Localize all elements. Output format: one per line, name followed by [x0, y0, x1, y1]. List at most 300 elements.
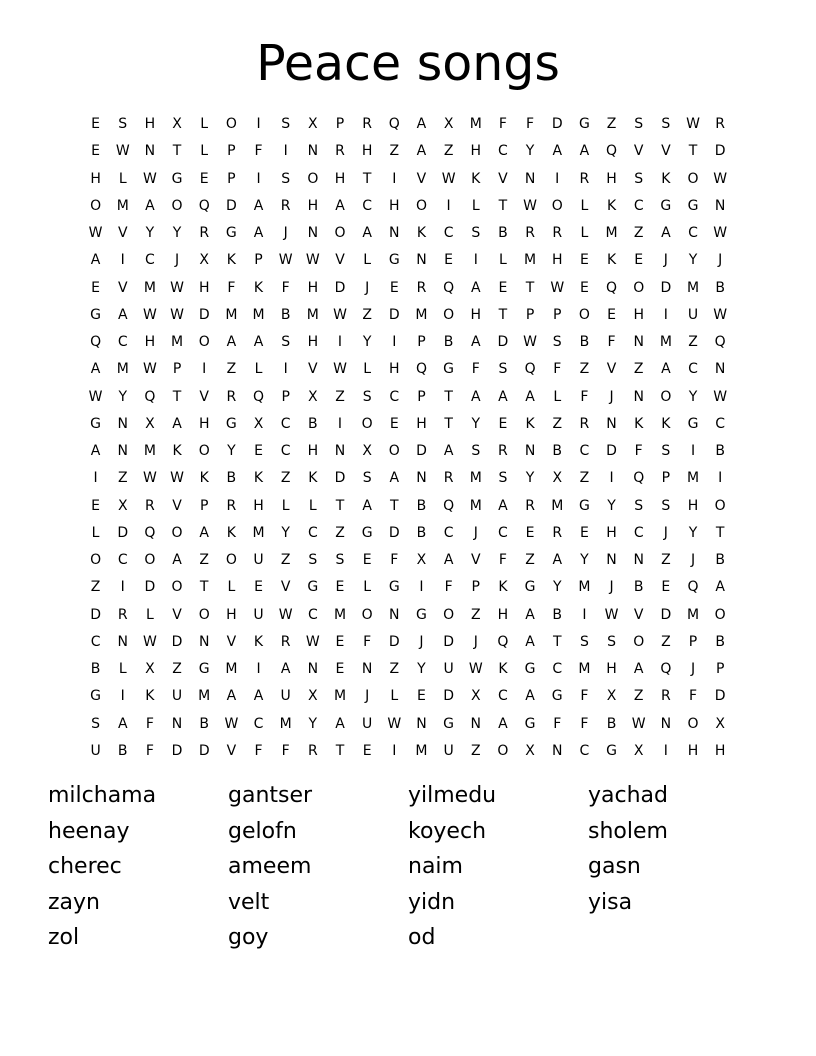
grid-letter: U — [280, 688, 291, 705]
grid-letter: M — [252, 524, 265, 541]
grid-letter: D — [714, 688, 726, 705]
grid-letter: Q — [443, 279, 455, 296]
grid-letter: U — [687, 306, 699, 323]
grid-letter: C — [307, 606, 318, 623]
grid-letter: Z — [335, 388, 345, 405]
grid-letter: M — [686, 606, 700, 623]
grid-letter: H — [198, 415, 210, 432]
grid-letter: C — [498, 143, 508, 160]
grid-letter: S — [91, 715, 101, 732]
page-title: Peace songs — [256, 35, 560, 92]
grid-letter: W — [468, 661, 483, 678]
grid-letter: Z — [90, 579, 101, 596]
grid-letter: N — [416, 252, 427, 269]
grid-letter: K — [498, 661, 508, 678]
grid-letter: R — [579, 415, 590, 432]
grid-letter: R — [443, 470, 454, 487]
grid-letter: O — [171, 197, 183, 214]
grid-letter: Z — [443, 143, 454, 160]
grid-letter: N — [117, 443, 128, 460]
grid-letter: H — [90, 170, 101, 187]
grid-letter: C — [389, 388, 400, 405]
grid-letter: M — [659, 334, 672, 351]
grid-letter: I — [663, 306, 668, 323]
grid-letter: W — [170, 306, 184, 323]
grid-letter: W — [115, 143, 130, 160]
grid-letter: E — [444, 252, 454, 269]
grid-letter: M — [686, 470, 700, 487]
grid-letter: E — [417, 688, 426, 705]
grid-letter: V — [498, 170, 508, 187]
grid-letter: I — [392, 742, 397, 759]
grid-letter: I — [609, 470, 614, 487]
grid-letter: N — [470, 715, 481, 732]
grid-letter: Y — [145, 225, 155, 242]
grid-letter: E — [362, 552, 372, 569]
word-bank-item: od — [408, 925, 436, 951]
grid-letter: J — [365, 688, 370, 705]
grid-letter: F — [471, 361, 480, 378]
grid-letter: E — [91, 497, 100, 514]
grid-letter: Q — [443, 497, 455, 514]
grid-letter: I — [256, 116, 261, 133]
grid-letter: Z — [633, 225, 644, 242]
grid-letter: W — [713, 225, 728, 242]
grid-row — [82, 465, 734, 492]
grid-letter: N — [171, 715, 183, 732]
grid-letter: N — [117, 415, 128, 432]
grid-letter: H — [307, 443, 319, 460]
grid-letter: F — [580, 715, 589, 732]
grid-letter: A — [525, 606, 535, 623]
grid-letter: H — [606, 661, 617, 678]
grid-letter: H — [416, 415, 427, 432]
grid-letter: Z — [633, 688, 644, 705]
grid-letter: G — [443, 361, 455, 378]
grid-letter: U — [362, 715, 373, 732]
grid-letter: Z — [633, 361, 644, 378]
grid-row — [82, 384, 734, 411]
grid-letter: L — [580, 197, 589, 214]
grid-letter: W — [305, 252, 320, 269]
grid-letter: I — [120, 579, 125, 596]
grid-letter: D — [551, 116, 563, 133]
grid-letter: H — [389, 361, 400, 378]
grid-letter: C — [90, 633, 101, 650]
grid-letter: Z — [389, 143, 400, 160]
grid-letter: G — [388, 252, 400, 269]
grid-letter: F — [254, 742, 263, 759]
grid-letter: E — [254, 579, 263, 596]
grid-letter: M — [686, 279, 700, 296]
word-bank-item: yisa — [588, 889, 633, 915]
grid-letter: M — [551, 497, 564, 514]
grid-letter: A — [552, 143, 563, 160]
grid-letter: P — [227, 170, 236, 187]
grid-letter: Y — [172, 225, 182, 242]
grid-letter: R — [525, 225, 535, 242]
grid-letter: L — [118, 170, 127, 187]
grid-letter: R — [280, 197, 291, 214]
grid-letter: S — [498, 361, 508, 378]
grid-row — [82, 411, 734, 438]
grid-letter: A — [172, 552, 182, 569]
grid-letter: A — [172, 415, 182, 432]
grid-letter: F — [553, 715, 562, 732]
grid-letter: M — [415, 742, 428, 759]
grid-letter: Q — [388, 116, 400, 133]
grid-letter: R — [552, 524, 563, 541]
word-bank-item: gasn — [588, 854, 641, 880]
grid-letter: N — [633, 388, 644, 405]
grid-letter: B — [715, 633, 725, 650]
grid-letter: W — [523, 197, 537, 214]
grid-letter: S — [661, 497, 671, 514]
grid-letter: X — [633, 742, 644, 759]
grid-letter: A — [443, 443, 454, 460]
grid-letter: S — [498, 470, 508, 487]
grid-letter: X — [362, 443, 372, 460]
grid-letter: S — [634, 497, 644, 514]
grid-letter: B — [498, 225, 508, 242]
grid-letter: B — [308, 415, 318, 432]
grid-letter: A — [470, 334, 481, 351]
word-bank-item: zol — [48, 925, 80, 951]
grid-letter: W — [142, 306, 157, 323]
grid-letter: W — [713, 306, 728, 323]
grid-letter: F — [498, 116, 507, 133]
grid-letter: G — [660, 197, 672, 214]
grid-letter: V — [117, 225, 128, 242]
grid-letter: R — [335, 143, 345, 160]
grid-letter: T — [552, 633, 562, 650]
grid-letter: D — [225, 197, 237, 214]
grid-letter: E — [579, 252, 589, 269]
grid-letter: G — [225, 415, 237, 432]
grid-letter: H — [497, 606, 509, 623]
grid-letter: K — [416, 225, 427, 242]
grid-letter: Z — [362, 306, 372, 323]
grid-letter: W — [278, 606, 293, 623]
grid-letter: Q — [144, 524, 156, 541]
grid-letter: D — [171, 633, 183, 650]
grid-letter: T — [362, 170, 372, 187]
grid-letter: J — [174, 252, 180, 269]
grid-letter: I — [93, 470, 98, 487]
grid-letter: J — [419, 633, 424, 650]
grid-letter: G — [225, 225, 237, 242]
word-bank-item: gantser — [228, 783, 313, 808]
grid-letter: G — [361, 524, 373, 541]
grid-letter: Y — [362, 334, 372, 351]
grid-letter: P — [688, 633, 698, 650]
grid-letter: Y — [308, 715, 318, 732]
grid-letter: D — [198, 306, 210, 323]
grid-letter: X — [552, 470, 563, 487]
grid-letter: J — [609, 579, 614, 596]
grid-letter: K — [253, 470, 264, 487]
grid-letter: X — [308, 388, 318, 405]
grid-letter: A — [498, 715, 508, 732]
grid-letter: L — [308, 497, 317, 514]
grid-letter: B — [280, 306, 291, 323]
grid-letter: R — [199, 225, 210, 242]
grid-letter: F — [281, 279, 290, 296]
grid-letter: Z — [606, 116, 617, 133]
grid-letter: S — [281, 170, 291, 187]
grid-letter: B — [443, 334, 454, 351]
grid-letter: T — [715, 524, 725, 541]
grid-letter: Y — [525, 143, 535, 160]
grid-letter: G — [198, 661, 210, 678]
grid-letter: I — [120, 688, 125, 705]
grid-row — [82, 547, 734, 574]
grid-letter: O — [551, 197, 563, 214]
grid-letter: W — [305, 633, 320, 650]
grid-letter: D — [416, 443, 427, 460]
grid-letter: O — [714, 497, 726, 514]
grid-letter: U — [253, 552, 264, 569]
grid-letter: M — [116, 361, 129, 378]
grid-letter: G — [687, 197, 699, 214]
grid-letter: O — [334, 225, 346, 242]
word-bank-item: yilmedu — [408, 783, 497, 808]
grid-letter: M — [415, 306, 428, 323]
grid-letter: M — [578, 661, 591, 678]
grid-letter: N — [361, 661, 373, 678]
word-search-grid — [82, 111, 734, 765]
grid-letter: D — [443, 688, 454, 705]
grid-letter: W — [88, 225, 103, 242]
grid-letter: A — [90, 361, 101, 378]
grid-letter: A — [661, 225, 671, 242]
grid-row — [82, 520, 734, 547]
grid-letter: A — [253, 225, 264, 242]
grid-letter: I — [663, 742, 668, 759]
grid-letter: L — [363, 252, 372, 269]
grid-letter: W — [170, 279, 184, 296]
grid-letter: Q — [198, 197, 210, 214]
grid-letter: K — [471, 170, 481, 187]
grid-letter: Q — [633, 470, 645, 487]
grid-letter: Z — [226, 361, 237, 378]
grid-letter: L — [499, 252, 507, 269]
grid-letter: E — [335, 661, 345, 678]
grid-letter: I — [582, 606, 587, 623]
grid-letter: A — [661, 361, 671, 378]
grid-letter: W — [142, 470, 157, 487]
grid-letter: P — [172, 361, 182, 378]
grid-row — [82, 493, 734, 520]
grid-letter: F — [607, 334, 616, 351]
grid-letter: I — [473, 252, 478, 269]
grid-letter: C — [145, 252, 155, 269]
grid-letter: X — [145, 661, 155, 678]
grid-letter: P — [525, 306, 535, 323]
grid-letter: Y — [688, 388, 698, 405]
grid-letter: D — [660, 606, 672, 623]
grid-letter: F — [227, 279, 236, 296]
grid-letter: S — [607, 633, 616, 650]
grid-letter: F — [444, 579, 453, 596]
grid-letter: O — [443, 306, 455, 323]
grid-letter: H — [361, 143, 373, 160]
grid-letter: Q — [90, 334, 102, 351]
grid-letter: A — [362, 497, 372, 514]
grid-letter: Y — [118, 388, 128, 405]
grid-letter: D — [90, 606, 101, 623]
grid-letter: E — [525, 524, 535, 541]
grid-letter: K — [634, 415, 644, 432]
grid-letter: S — [661, 443, 671, 460]
grid-letter: G — [171, 170, 183, 187]
grid-letter: A — [253, 334, 264, 351]
grid-letter: M — [198, 688, 211, 705]
grid-letter: E — [199, 170, 209, 187]
grid-letter: E — [498, 415, 508, 432]
grid-letter: K — [606, 197, 617, 214]
grid-letter: Y — [607, 497, 616, 514]
grid-letter: Q — [253, 388, 265, 405]
grid-letter: M — [225, 306, 238, 323]
grid-letter: A — [579, 143, 590, 160]
grid-letter: N — [334, 443, 346, 460]
grid-letter: F — [553, 361, 562, 378]
grid-letter: R — [660, 688, 671, 705]
grid-letter: Z — [199, 552, 209, 569]
grid-letter: T — [444, 415, 453, 432]
word-bank-item: velt — [228, 889, 270, 915]
grid-letter: M — [252, 306, 265, 323]
grid-row — [82, 220, 734, 247]
grid-letter: A — [443, 552, 454, 569]
grid-letter: Z — [552, 415, 563, 432]
grid-letter: P — [227, 143, 236, 160]
grid-letter: I — [392, 334, 397, 351]
grid-letter: K — [661, 415, 671, 432]
grid-letter: Z — [579, 470, 590, 487]
grid-letter: V — [199, 388, 209, 405]
grid-letter: L — [580, 225, 589, 242]
grid-letter: I — [419, 579, 424, 596]
grid-letter: B — [606, 715, 617, 732]
grid-letter: Z — [688, 334, 698, 351]
grid-letter: C — [117, 334, 128, 351]
grid-letter: X — [145, 415, 155, 432]
grid-letter: S — [661, 116, 671, 133]
grid-letter: K — [199, 470, 209, 487]
grid-letter: X — [117, 497, 128, 514]
grid-letter: G — [443, 715, 455, 732]
grid-letter: I — [256, 661, 261, 678]
grid-letter: O — [443, 606, 455, 623]
grid-letter: Q — [714, 334, 726, 351]
word-bank-item: yidn — [408, 889, 456, 915]
grid-letter: E — [91, 143, 100, 160]
grid-letter: G — [551, 688, 563, 705]
grid-letter: A — [416, 143, 427, 160]
grid-letter: Y — [525, 470, 535, 487]
grid-letter: P — [661, 470, 671, 487]
grid-letter: G — [416, 606, 427, 623]
grid-row — [82, 356, 734, 383]
grid-letter: T — [498, 197, 508, 214]
grid-letter: A — [633, 661, 644, 678]
grid-letter: R — [117, 606, 128, 623]
grid-letter: I — [392, 170, 397, 187]
grid-letter: A — [199, 524, 209, 541]
grid-letter: F — [526, 116, 535, 133]
grid-letter: E — [362, 742, 372, 759]
grid-letter: W — [387, 715, 402, 732]
grid-letter: A — [145, 197, 155, 214]
grid-letter: T — [498, 306, 508, 323]
grid-letter: C — [579, 443, 590, 460]
grid-letter: J — [473, 524, 478, 541]
grid-letter: F — [363, 633, 372, 650]
grid-letter: P — [471, 579, 480, 596]
grid-letter: A — [117, 715, 128, 732]
grid-letter: A — [498, 497, 508, 514]
grid-letter: M — [116, 197, 129, 214]
grid-letter: N — [144, 143, 156, 160]
grid-letter: D — [443, 633, 454, 650]
grid-letter: N — [389, 606, 400, 623]
grid-letter: I — [555, 170, 560, 187]
grid-letter: W — [550, 279, 565, 296]
word-bank-item: yachad — [588, 783, 668, 808]
grid-letter: B — [416, 524, 427, 541]
grid-letter: T — [172, 143, 182, 160]
grid-letter: A — [525, 388, 535, 405]
grid-letter: J — [473, 633, 478, 650]
grid-letter: D — [144, 579, 156, 596]
grid-letter: E — [498, 279, 508, 296]
grid-letter: S — [335, 552, 345, 569]
grid-letter: T — [172, 388, 182, 405]
grid-letter: N — [633, 552, 644, 569]
grid-letter: L — [390, 688, 399, 705]
grid-row — [82, 111, 734, 138]
grid-letter: H — [198, 279, 210, 296]
grid-letter: V — [172, 606, 182, 623]
grid-letter: L — [553, 388, 562, 405]
grid-letter: P — [417, 334, 426, 351]
word-bank-item: zayn — [48, 889, 100, 915]
grid-letter: D — [388, 633, 400, 650]
grid-letter: P — [335, 116, 345, 133]
grid-letter: I — [337, 415, 343, 432]
grid-letter: T — [688, 143, 698, 160]
grid-letter: M — [605, 225, 618, 242]
grid-letter: S — [281, 334, 291, 351]
grid-letter: H — [633, 306, 644, 323]
grid-letter: O — [660, 388, 672, 405]
grid-letter: Y — [552, 579, 562, 596]
grid-letter: A — [226, 334, 237, 351]
grid-letter: H — [334, 170, 346, 187]
grid-letter: N — [307, 225, 319, 242]
grid-letter: W — [686, 116, 700, 133]
grid-letter: G — [90, 415, 101, 432]
grid-letter: W — [441, 170, 456, 187]
grid-letter: I — [283, 143, 288, 160]
grid-letter: O — [307, 170, 319, 187]
grid-letter: O — [633, 633, 645, 650]
grid-letter: B — [226, 470, 237, 487]
grid-letter: N — [416, 715, 427, 732]
grid-letter: A — [90, 252, 101, 269]
